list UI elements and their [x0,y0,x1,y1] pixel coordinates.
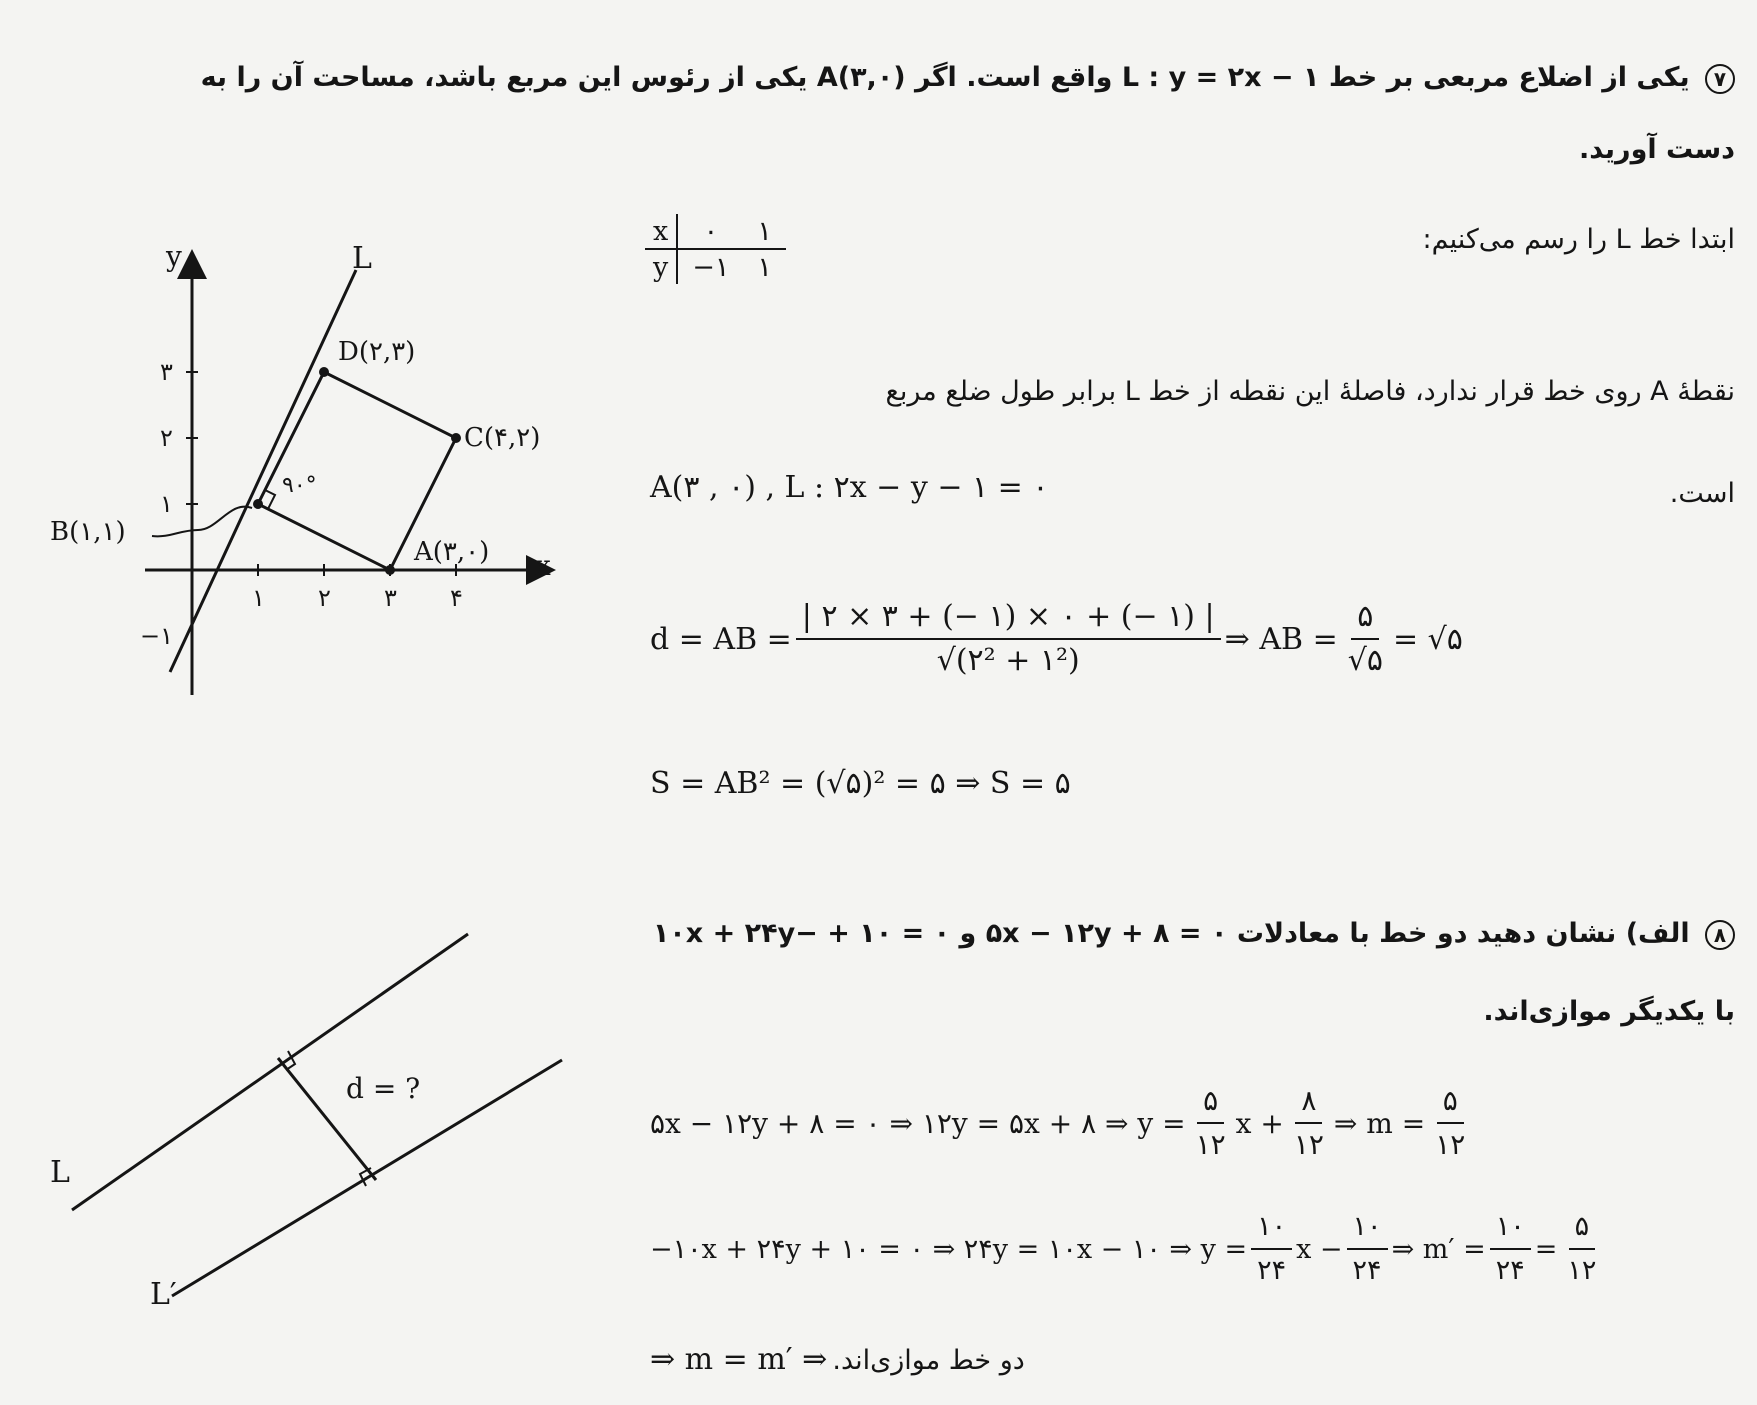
eq2-fraction [1347,1208,1388,1290]
line-L-label: L [352,241,372,276]
q7-question-line2: دست آورید. [1579,134,1735,165]
ab-denominator: √۵ [1347,643,1383,678]
eq1-part-b: x + [1235,1106,1284,1140]
eq1-fraction [1190,1082,1232,1164]
area-formula: S = AB² = (√۵)² = ۵ ⇒ S = ۵ [650,766,1071,801]
x-tick-label: ۲ [318,584,331,612]
d-fraction [796,598,1221,680]
eq2-fraction [1561,1208,1602,1290]
y-tick-label: ۱ [160,490,173,518]
point-A [385,565,395,575]
q7-question [15,56,1735,100]
point-C [451,433,461,443]
eq2-fraction [1251,1208,1292,1290]
eq1-part-a: ۵x − ۱۲y + ۸ = ۰ ⇒ ۱۲y = ۵x + ۸ ⇒ y = [650,1106,1186,1140]
eq2-f1-den: ۲۴ [1257,1255,1287,1286]
label-C: C(۴,۲) [464,423,541,453]
eq1-fraction [1429,1082,1471,1164]
parallel-lines-diagram [40,920,580,1340]
square-graph [30,230,590,700]
table-cell: y [645,249,677,284]
line-L-prime-label: L′ [150,1277,177,1312]
eq2-f3-den: ۲۴ [1495,1255,1525,1286]
ab-numerator: ۵ [1351,598,1379,640]
y-tick-label: ۳ [160,358,173,386]
d-mid: ⇒ AB = [1224,621,1338,657]
q7-para1: نقطهٔ A روی خط قرار ندارد، فاصلهٔ این نقطه از خط L برابر طول ضلع مربع [885,376,1735,407]
label-B: B(۱,۱) [50,517,126,547]
q8-question-line2: با یکدیگر موازی‌اند. [1483,996,1735,1027]
x-axis-label: x [535,549,551,582]
y-tick-label: −۱ [140,622,173,650]
equation-2 [650,1208,1606,1290]
point-B [253,499,263,509]
q7-givens: A(۳ , ۰) , L : ۲x − y − ۱ = ۰ [650,470,1049,505]
q7-question-line1: یکی از اضلاع مربعی بر خط L : y = ۲x − ۱ واقع است. اگر A(۳,۰) یکی از رئوس این مربع باشد، مساحت آن را به [200,62,1690,93]
eq2-fraction [1490,1208,1531,1290]
eq2-f3-num: ۱۰ [1490,1208,1531,1250]
table-cell: ۱ [757,251,772,283]
table-cell: x [645,214,677,249]
conclusion-math: ⇒ m = m′ ⇒ [650,1342,828,1377]
table-cell: ۱ [743,214,786,249]
eq2-part-c: ⇒ m′ = [1391,1233,1486,1265]
eq2-f1-num: ۱۰ [1251,1208,1292,1250]
eq1-f2-den: ۱۲ [1293,1128,1324,1161]
equation-1 [650,1082,1475,1164]
x-tick-label: ۴ [450,584,463,612]
eq2-f4-num: ۵ [1569,1208,1596,1250]
distance-formula [650,598,1463,680]
eq2-equals: = [1534,1233,1558,1265]
xy-table [645,214,786,284]
eq2-part-a: −۱۰x + ۲۴y + ۱۰ = ۰ ⇒ ۲۴y = ۱۰x − ۱۰ ⇒ y = [650,1233,1248,1265]
d-right: = √۵ [1392,621,1463,657]
eq2-f2-num: ۱۰ [1347,1208,1388,1250]
q8-question [595,912,1735,956]
label-D: D(۲,۳) [338,337,416,367]
eq1-part-c: ⇒ m = [1333,1106,1426,1140]
line-L-label: L [50,1155,70,1190]
eq1-fraction [1288,1082,1330,1164]
d-left: d = AB = [650,621,792,657]
eq2-part-b: x − [1296,1233,1343,1265]
d-denominator: √(۲² + ۱²) [936,643,1080,678]
q8-number-badge: ۸ [1705,920,1735,950]
eq2-f4-den: ۱۲ [1567,1255,1597,1286]
eq1-f1-num: ۵ [1197,1082,1224,1124]
eq1-f2-num: ۸ [1295,1082,1322,1124]
distance-label: d = ? [346,1072,421,1105]
eq2-f2-den: ۲۴ [1352,1255,1382,1286]
right-angle-mark [265,490,275,509]
eq1-f1-den: ۱۲ [1195,1128,1226,1161]
table-cell: −۱ [692,251,730,283]
x-tick-label: ۳ [384,584,397,612]
eq1-f3-den: ۱۲ [1435,1128,1466,1161]
d-numerator: | ۲ × ۳ + (− ۱) × ۰ + (− ۱) | [796,598,1221,640]
table-cell: ۰ [677,214,743,249]
eq1-f3-num: ۵ [1437,1082,1464,1124]
x-tick-label: ۱ [252,584,265,612]
y-tick-label: ۲ [160,424,173,452]
y-axis-label: y [166,240,182,273]
point-D [319,367,329,377]
q7-para2: است. [1669,478,1735,509]
conclusion-text: دو خط موازی‌اند. [832,1345,1025,1376]
ab-fraction [1342,598,1389,680]
q8-question-line1: الف) نشان دهید دو خط با معادلات ۰ = ۸ + ۵x − ۱۲y و ۰ = ۱۰ + −۱۰x + ۲۴y [652,918,1690,949]
label-A: A(۳,۰) [414,537,490,567]
angle-label: ۹۰° [282,473,317,498]
conclusion [650,1342,1025,1377]
q7-intro: ابتدا خط L را رسم می‌کنیم: [1422,224,1735,255]
q7-number-badge: ۷ [1705,64,1735,94]
